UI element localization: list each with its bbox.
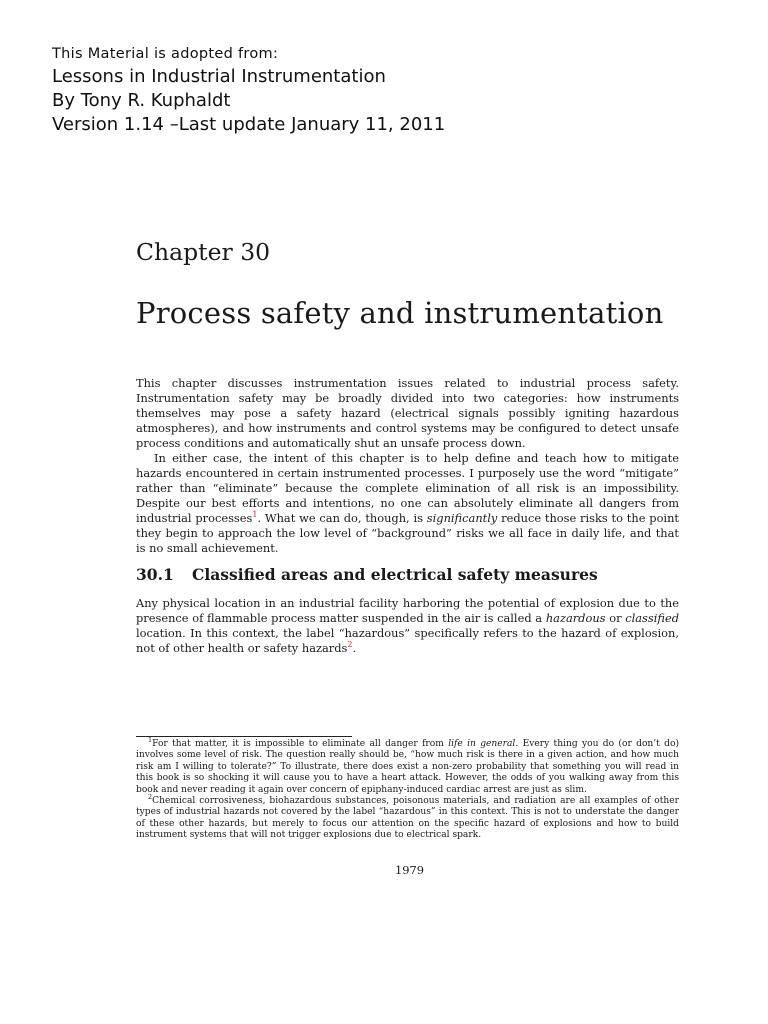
source-book-title: Lessons in Industrial Instrumentation xyxy=(52,66,386,87)
footnote-1 xyxy=(136,735,679,796)
footnotes xyxy=(136,735,679,842)
emphasis-life-in-general: life in general xyxy=(448,739,516,749)
section-paragraph-1-text-a: Any physical location in an industrial facility harboring the potential of explosion due to the presence of flammable process matter suspended in the air is called a xyxy=(136,596,679,625)
section-heading xyxy=(136,565,598,584)
emphasis-hazardous: hazardous xyxy=(545,611,606,625)
intro-paragraph-2-text-b: . What we can do, though, is xyxy=(257,511,427,525)
footnote-1-number: 1 xyxy=(148,735,153,744)
section-paragraph-1-text-c: location. In this context, the label “hazardous” specifically refers to the hazard of explosion, not of other health or safety hazards xyxy=(136,626,679,655)
section-body xyxy=(136,596,679,656)
intro-paragraph-2-text-a: In either case, the intent of this chapter is to help define and teach how to mitigate hazards encountered in certain instrumented processes. I purposely use the word “mitigate” rather than “eliminate” because the complete elimination of all risk is an impossibility. Despite our best efforts and intentions, no one can absolutely eliminate all dangers from industrial processes xyxy=(136,451,679,525)
intro-paragraph-2-text-c: reduce those risks to the point they begin to approach the low level of “background” risks we all face in daily life, and that is no small achievement. xyxy=(136,511,679,555)
footnote-marker-1[interactable]: 1 xyxy=(252,510,258,520)
section-number: 30.1 xyxy=(136,565,174,584)
chapter-title: Process safety and instrumentation xyxy=(136,296,664,330)
footnote-2-text: Chemical corrosiveness, biohazardous substances, poisonous materials, and radiation are all examples of other types of industrial hazards not covered by the label “hazardous” in this context. This is not to understate the danger of these other hazards, but merely to focus our attention on the specific hazard of explosions and how to build instrument systems that will not trigger explosions due to electrical spark. xyxy=(136,796,679,841)
section-title: Classified areas and electrical safety measures xyxy=(192,565,598,584)
footnote-2 xyxy=(136,793,679,842)
footnote-divider xyxy=(136,736,352,737)
chapter-intro xyxy=(136,376,679,556)
chapter-label: Chapter 30 xyxy=(136,238,271,266)
emphasis-classified: classified xyxy=(625,611,680,625)
section-paragraph-1 xyxy=(136,596,679,656)
intro-paragraph-2 xyxy=(136,451,679,556)
footnote-marker-2[interactable]: 2 xyxy=(347,640,353,650)
emphasis-significantly: significantly xyxy=(426,511,498,525)
section-paragraph-1-text-b: or xyxy=(605,611,626,625)
intro-paragraph-1: This chapter discusses instrumentation issues related to industrial process safety. Instrumentation safety may be broadly divided into two categories: how instruments themselves may pose a safety hazard (electrical signals possibly igniting hazardous atmospheres), and how instruments and control systems may be configured to detect unsafe process conditions and automatically shut an unsafe process down. xyxy=(136,376,679,450)
section-paragraph-1-text-d: . xyxy=(352,641,357,655)
source-author: By Tony R. Kuphaldt xyxy=(52,90,231,111)
page-number: 1979 xyxy=(395,863,424,877)
footnote-2-number: 2 xyxy=(148,793,153,801)
footnote-1-text-b: . Every thing you do (or don’t do) involves some level of risk. The question really should be, “how much risk is there in a given action, and how much risk am I willing to tolerate?” To illustrate, there does exist a non-zero probability that something you will read in this book is so shocking it will cause you to have a heart attack. However, the odds of you walking away from this book and never reading it again over concern of epiphany-induced cardiac arrest are just as slim. xyxy=(136,739,679,795)
source-intro-line: This Material is adopted from: xyxy=(52,46,279,62)
footnote-1-text-a: For that matter, it is impossible to eliminate all danger from xyxy=(152,739,449,749)
source-version: Version 1.14 –Last update January 11, 2011 xyxy=(52,114,446,135)
